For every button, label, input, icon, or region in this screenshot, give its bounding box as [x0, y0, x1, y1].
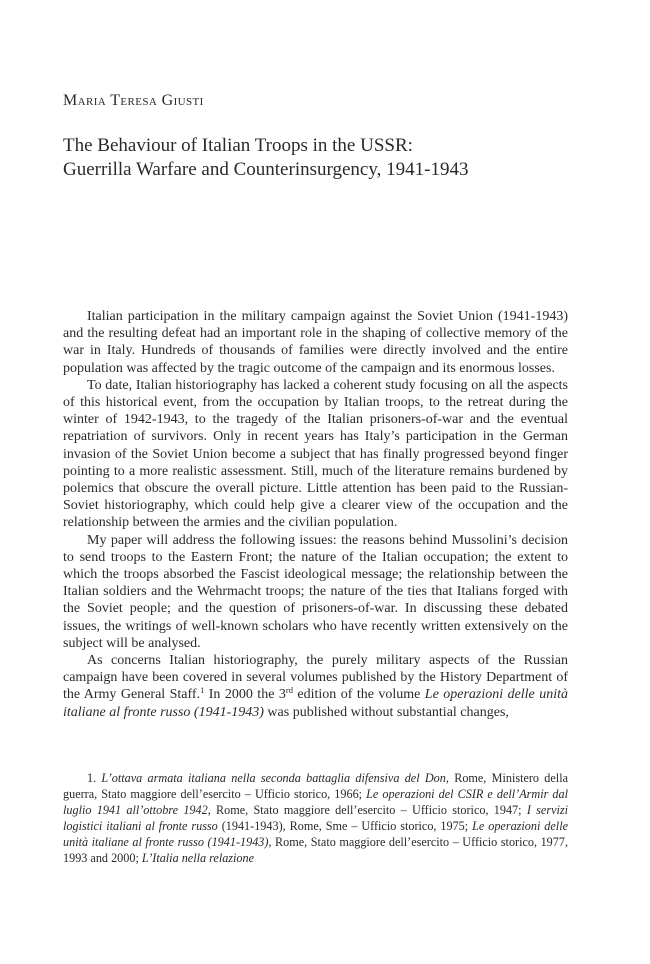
paragraph-4-text-b: In 2000 the 3: [204, 687, 286, 703]
footnote-title-5: L’Italia nella relazione: [141, 851, 255, 865]
footnote-text-3: (1941-1943), Rome, Sme – Ufficio storico, 1975;: [217, 819, 473, 833]
title-line-2: Guerrilla Warfare and Counterinsurgency, 1941-1943: [63, 159, 469, 180]
paragraph-1: Italian participation in the military campaign against the Soviet Union (1941-1943) and the resulting defeat had an important role in the shaping of collective memory of the war in Italy. Hundreds of thousands of families were directly involved and the entire population was affected by the tragic outcome of the campaign and its enormous losses.: [63, 309, 568, 376]
title-line-1: The Behaviour of Italian Troops in the USSR:: [63, 135, 413, 156]
footnote-text-1: , Rome, Ministero della guerra, Stato maggiore dell’esercito – Ufficio storico, 1966;: [63, 771, 568, 801]
paragraph-2: To date, Italian historiography has lacked a coherent study focusing on all the aspects of this historical event, from the occupation by Italian troops, to the retreat during the winter of 1942-1943, to the tragedy of the Italian prisoners-of-war and the eventual repatriation of survivors. Only in recent years has Italy’s participation in the German invasion of the Soviet Union become a subject that has finally progressed beyond finger pointing to a more realistic assessment. Still, much of the literature remains burdened by polemics that obscure the overall picture. Little attention has been paid to the Russian-Soviet historiography, which could help give a clearer view of the occupation and the relationship between the armies and the civilian population.: [63, 377, 568, 531]
paragraph-4-text-c: edition of the volume: [292, 687, 425, 703]
footnote-reference-1: 1: [200, 685, 205, 696]
article-body: [63, 308, 568, 721]
article-title: [63, 134, 603, 182]
footnote-title-2: Le operazioni del CSIR e dell’Armir dal luglio 1941 all’ottobre 1942: [63, 787, 568, 817]
footnote-text-2: , Rome, Stato maggiore dell’esercito – Ufficio storico, 1947;: [207, 803, 527, 817]
ordinal-superscript: rd: [285, 685, 293, 696]
paragraph-4-text-a: As concerns Italian historiography, the purely military aspects of the Russian campaign have been covered in several volumes published by the History Department of the Army General Staff.: [63, 653, 568, 703]
author-name: Maria Teresa Giusti: [63, 92, 204, 109]
paragraph-4: [63, 652, 568, 721]
footnote-number: 1.: [87, 771, 102, 785]
footnote-title-4: Le operazioni delle unità italiane al fronte russo (1941-1943): [63, 819, 568, 849]
paragraph-4-book-title: Le operazioni delle unità italiane al fronte russo (1941-1943): [63, 687, 568, 720]
footnote-title-1: L’ottava armata italiana nella seconda battaglia difensiva del Don: [101, 771, 446, 785]
footnote-text-4: , Rome, Stato maggiore dell’esercito – Ufficio storico, 1977, 1993 and 2000;: [63, 835, 568, 865]
footnote-title-3: I servizi logistici italiani al fronte russo: [63, 803, 568, 833]
footnote-1: [63, 770, 568, 866]
paragraph-3: My paper will address the following issues: the reasons behind Mussolini’s decision to send troops to the Eastern Front; the nature of the Italian occupation; the extent to which the troops absorbed the Fascist ideological message; the relationship between the Italian soldiers and the Wehrmacht troops; the nature of the ties that Italians forged with the Soviet people; and the question of prisoners-of-war. In discussing these debated issues, the writings of well-known scholars who have recently written extensively on the subject will be analysed.: [63, 532, 568, 651]
paragraph-4-text-e: was published without substantial changes,: [263, 704, 509, 720]
